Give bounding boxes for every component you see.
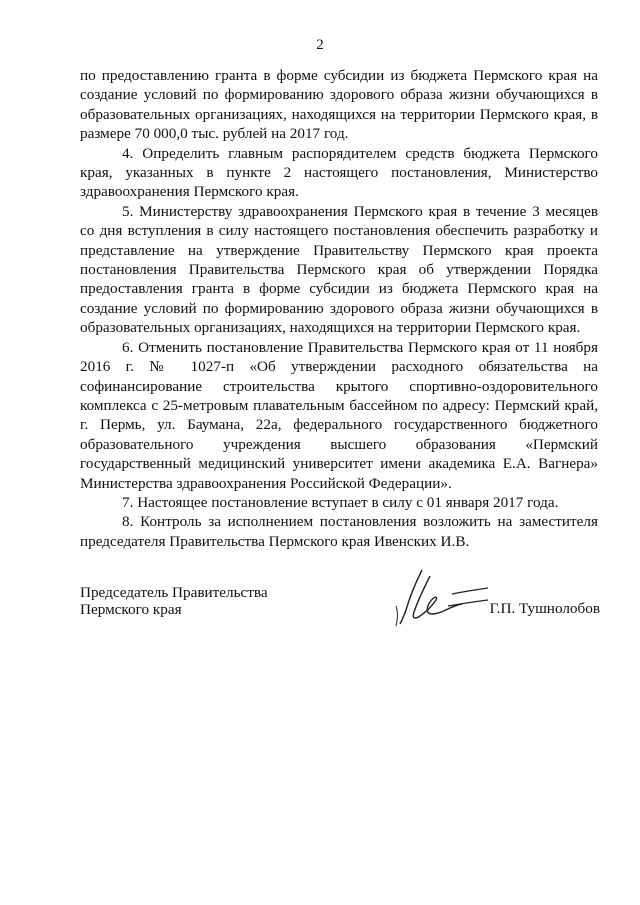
handwritten-signature [392,566,492,630]
signature-block [80,584,600,634]
paragraph-item-8: 8. Контроль за исполнением постановления возложить на заместителя председателя Правительства Пермского края Ивенских И.В. [80,513,598,550]
page-number: 2 [316,37,324,53]
signer-title-line-2: Пермского края [80,601,182,618]
paragraph-item-5: 5. Министерству здравоохранения Пермского края в течение 3 месяцев со дня вступления в силу настоящего постановления обеспечить разработку и представление на утверждение Правительству Пермского края проекта постановления Правительства Пермского края об утверждении Порядка предоставления гранта в форме субсидии из бюджета Пермского края на создание условий по формированию здорового образа жизни обучающихся в образовательных организациях, находящихся на территории Пермского края. [80,202,598,337]
paragraph-grant-continuation: по предоставлению гранта в форме субсидии из бюджета Пермского края на создание условий по формированию здорового образа жизни обучающихся в образовательных организациях, находящихся на территории Пермского края, в размере 70 000,0 тыс. рублей на 2017 год. [80,67,598,143]
paragraph-item-7: 7. Настоящее постановление вступает в силу с 01 января 2017 года. [122,493,559,511]
document-body [80,66,598,551]
signer-title-line-1: Председатель Правительства [80,584,268,601]
paragraph-item-4: 4. Определить главным распорядителем средств бюджета Пермского края, указанных в пункте 2 настоящего постановления, Министерство здравоохранения Пермского края. [80,144,598,201]
signer-name: Г.П. Тушнолобов [489,600,600,617]
signer-title [80,584,268,618]
paragraph-item-6: 6. Отменить постановление Правительства Пермского края от 11 ноября 2016 г. № 1027-п «Об утверждении расходного обязательства на софинансирование строительства крытого спортивно-оздоровительного комплекса с 25-метровым плавательным бассейном по адресу: Пермский край, г. Пермь, ул. Баумана, 22а, федерального государственного бюджетного образовательного учреждения высшего образования «Пермский государственный медицинский университет имени академика Е.А. Вагнера» Министерства здравоохранения Российской Федерации». [80,338,598,492]
